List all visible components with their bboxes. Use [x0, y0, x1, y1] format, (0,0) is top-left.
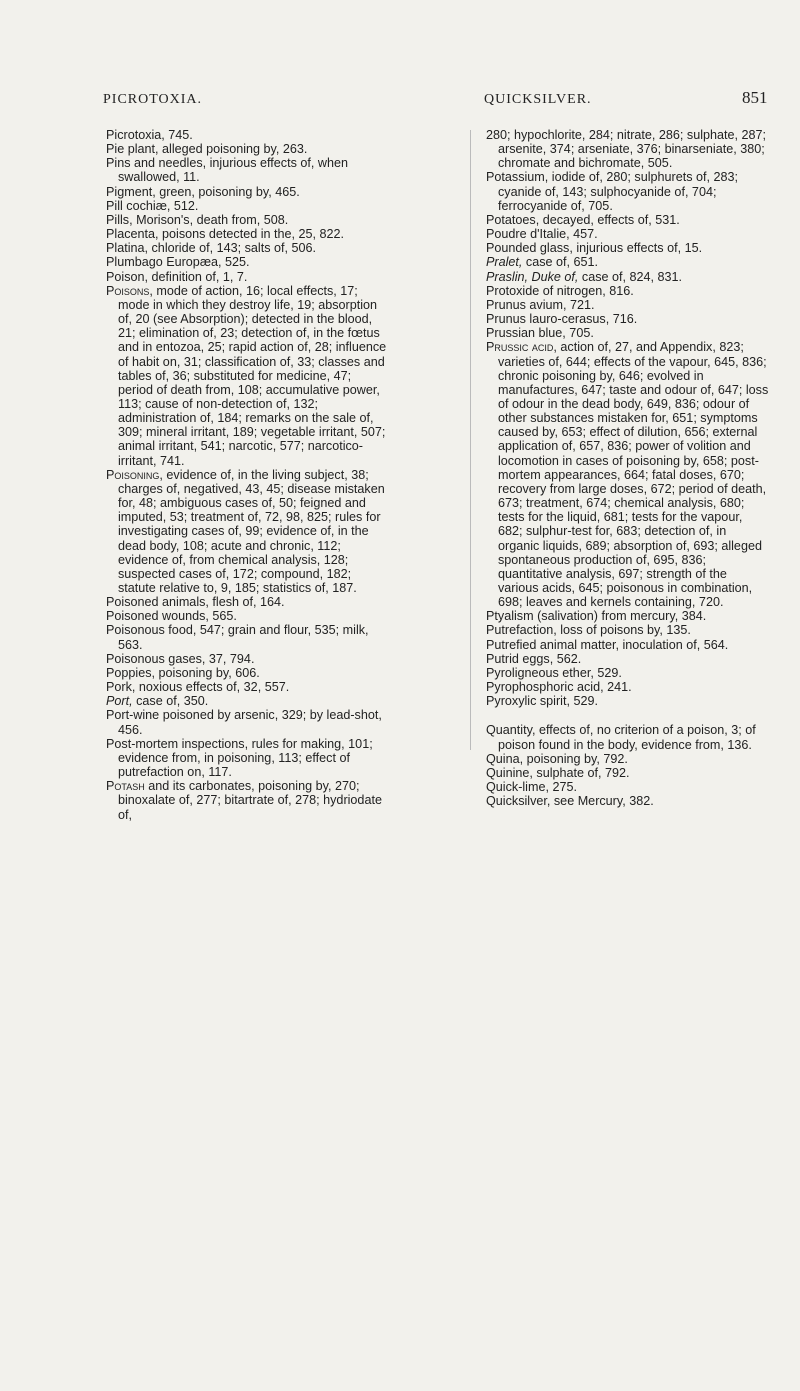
index-entry	[486, 794, 769, 808]
index-entry-references: 529.	[593, 665, 622, 680]
index-entry	[486, 752, 769, 766]
index-entry	[106, 652, 389, 666]
running-head	[0, 88, 800, 118]
index-entry	[486, 652, 769, 666]
index-entry-heading: Poisoned wounds,	[106, 609, 209, 624]
index-entry-references: poisoned by arsenic, 329; by lead-shot, 456.	[118, 708, 382, 737]
index-entry-references: injurious effects of, 15.	[572, 241, 703, 256]
index-entry-references: injurious effects of, when swallowed, 11.	[118, 156, 349, 185]
index-entry-heading: Quicksilver,	[486, 794, 551, 809]
index-entry-heading: Pills,	[106, 212, 133, 227]
index-entry-references: iodide of, 280; sulphurets of, 283; cyanide of, 143; sulphocyanide of, 704; ferrocyanide of, 705.	[498, 170, 739, 213]
index-entry-heading: Port-wine	[106, 708, 160, 723]
index-entry-references: (salivation) from mercury, 384.	[533, 609, 707, 624]
index-entry	[106, 213, 389, 227]
index-entry	[106, 156, 389, 184]
index-entry-references: flesh of, 164.	[208, 595, 285, 610]
index-entry	[106, 284, 389, 468]
index-entry-references: decayed, effects of, 531.	[539, 212, 680, 227]
index-entry	[106, 241, 389, 255]
index-entry-references: 280; hypochlorite, 284; nitrate, 286; sulphate, 287; arsenite, 374; arseniate, 376; binarseniate, 380; chromate and bichromate, 505.	[486, 128, 767, 171]
index-entry-references: 37, 794.	[205, 651, 255, 666]
index-entry-references: case of, 651.	[522, 255, 599, 270]
index-entry-heading: Port,	[106, 694, 133, 709]
index-entry-heading: Placenta,	[106, 227, 159, 242]
index-entry	[106, 694, 389, 708]
index-entry-heading: Poppies,	[106, 665, 156, 680]
index-entry-heading: Quinine,	[486, 765, 533, 780]
index-entry	[486, 270, 769, 284]
index-entry-heading: Poudre d'Italie,	[486, 227, 570, 242]
page-number: 851	[742, 88, 768, 107]
index-entry-references: loss of poisons by, 135.	[556, 623, 691, 638]
index-entry-heading: Poisonous food,	[106, 623, 197, 638]
index-entry-references: 241.	[603, 680, 632, 695]
index-entry-heading: Prussian blue,	[486, 326, 566, 341]
index-entry-heading: Poisons,	[106, 283, 153, 298]
header-right-keyword: QUICKSILVER.	[484, 92, 592, 107]
index-entry	[486, 609, 769, 623]
index-entry-heading: Putrid eggs,	[486, 651, 554, 666]
index-entry-heading: Pork,	[106, 680, 136, 695]
index-entry-references: see Mercury, 382.	[550, 794, 654, 809]
index-entry-references: 721.	[566, 297, 595, 312]
index-entry	[106, 468, 389, 595]
index-entry	[486, 241, 769, 255]
index-entry-references: 716.	[609, 312, 638, 327]
index-entry-heading: Putrefaction,	[486, 623, 557, 638]
index-entry	[486, 694, 769, 708]
index-entry-references: definition of, 1, 7.	[148, 269, 248, 284]
index-entry-references: rules for making, 101; evidence from, in poisoning, 113; effect of putrefaction on, 117.	[118, 736, 373, 780]
index-entry	[486, 128, 769, 170]
index-entry-references: 525.	[221, 255, 250, 270]
index-entry-references: 565.	[208, 609, 237, 624]
index-entry-heading: Prussic acid,	[486, 340, 557, 355]
index-entry-heading: Pins and needles,	[106, 156, 207, 171]
index-entry-heading: Poisoning,	[106, 467, 163, 482]
index-entry-references: poisons detected in the, 25, 822.	[158, 227, 345, 242]
index-entry	[106, 666, 389, 680]
index-entry-references: green, poisoning by, 465.	[155, 184, 300, 199]
index-entry-references: noxious effects of, 32, 557.	[135, 680, 290, 695]
index-entry	[486, 312, 769, 326]
index-entry-references: 529.	[569, 694, 598, 709]
index-entry-heading: Post-mortem inspections,	[106, 736, 249, 751]
index-entry-references: 562.	[553, 651, 582, 666]
index-entry-heading: Putrefied animal matter,	[486, 637, 619, 652]
index-entry-heading: Pill cochiæ,	[106, 198, 171, 213]
index-entry-heading: Quina,	[486, 751, 524, 766]
index-entry-heading: Pigment,	[106, 184, 156, 199]
index-entry-references: 816.	[605, 283, 634, 298]
index-entry	[106, 595, 389, 609]
index-entry-heading: Prunus lauro-cerasus,	[486, 312, 610, 327]
index-entry-heading: Poisoned animals,	[106, 595, 209, 610]
index-entry-heading: Protoxide of nitrogen,	[486, 283, 606, 298]
index-entry	[486, 780, 769, 794]
index-entry-heading: Pralet,	[486, 255, 523, 270]
index-entry	[106, 609, 389, 623]
index-entry	[106, 779, 389, 821]
index-entry-references: chloride of, 143; salts of, 506.	[148, 241, 317, 256]
index-entry-heading: Pyroxylic spirit,	[486, 694, 570, 709]
index-entry-references: 457.	[569, 227, 598, 242]
index-entry-references: 547; grain and flour, 535; milk, 563.	[118, 623, 369, 652]
index-entry-references: 275.	[548, 780, 577, 795]
index-entry	[106, 185, 389, 199]
index-entry-references: Morison's, death from, 508.	[132, 212, 289, 227]
index-entry	[106, 227, 389, 241]
index-entry	[106, 737, 389, 779]
index-entry-references: poisoning by, 792.	[523, 751, 628, 766]
index-entry-heading: Pie plant,	[106, 142, 159, 157]
index-entry-heading: Potash	[106, 779, 145, 794]
index-entry	[106, 708, 389, 736]
index-entry-heading: Plumbago Europæa,	[106, 255, 222, 270]
index-entry-heading: Pyroligneous ether,	[486, 665, 594, 680]
index-column-left	[106, 128, 389, 822]
index-entry-heading: Potassium,	[486, 170, 549, 185]
index-entry-references: case of, 824, 831.	[578, 269, 683, 284]
index-entry	[486, 255, 769, 269]
index-entry-heading: Prunus avium,	[486, 297, 567, 312]
index-entry-references: alleged poisoning by, 263.	[158, 142, 308, 157]
index-entry-heading: Quick-lime,	[486, 780, 549, 795]
index-entry-heading: Picrotoxia,	[106, 128, 165, 142]
index-entry	[486, 680, 769, 694]
index-entry	[486, 298, 769, 312]
index-entry	[486, 326, 769, 340]
index-entry-heading: Potatoes,	[486, 212, 540, 227]
index-entry-references: and its carbonates, poisoning by, 270; binoxalate of, 277; bitartrate of, 278; hydriodate of,	[118, 779, 382, 822]
index-entry-heading: Praslin, Duke of,	[486, 269, 579, 284]
index-entry	[486, 723, 769, 751]
index-entry-references: evidence of, in the living subject, 38; charges of, negatived, 43, 45; disease mistaken for, 48; ambiguous cases of, 50; feigned and imputed, 53; treatment of, 72, 98, 825; rules for investigating cases of, 99; evidence of, in the dead body, 108; acute and chronic, 112; evidence of, from chemical analysis, 128; suspected cases of, 172; compound, 182; statute relative to, 9, 185; statistics of, 187.	[118, 467, 385, 595]
index-entry	[486, 666, 769, 680]
index-entry-references: case of, 350.	[132, 694, 209, 709]
index-entry-heading: Poison,	[106, 269, 149, 284]
index-entry	[486, 227, 769, 241]
column-divider	[470, 130, 471, 750]
index-entry-references: inoculation of, 564.	[619, 637, 729, 652]
index-entry-references: action of, 27, and Appendix, 823; varieties of, 644; effects of the vapour, 645, 836; chronic poisoning by, 646; evolved in manufactures, 647; taste and odour of, 647; loss of odour in the dead body, 649, 836; odour of other substances mistaken for, 651; symptoms caused by, 653; effect of dilution, 656; external application of, 657, 836; power of volition and locomotion in cases of poisoning by, 658; post-mortem appearances, 664; fatal doses, 670; recovery from large doses, 672; period of death, 673; treatment, 674; chemical analysis, 680; tests for the liquid, 681; tests for the vapour, 682; sulphur-test for, 683; detection of, in organic liquids, 689; absorption of, 693; alleged spontaneous production of, 695, 836; quantitative analysis, 697; strength of the various acids, 645; poisonous in combination, 698; leaves and kernels containing, 720.	[498, 340, 769, 610]
index-entry-references: mode of action, 16; local effects, 17; mode in which they destroy life, 19; absorption of, 20 (see Absorption); detected in the blood, 21; elimination of, 23; detection of, in the fœtus and in entozoa, 25; rapid action of, 28; influence of habit on, 31; classification of, 33; classes and tables of, 36; substituted for medicine, 47; period of death from, 108; accumulative power, 113; cause of non-detection of, 132; administration of, 184; remarks on the sale of, 309; mineral irritant, 189; vegetable irritant, 507; animal irritant, 541; narcotic, 577; narcotico-irritant, 741.	[118, 283, 387, 468]
index-entry-heading: Pounded glass,	[486, 241, 573, 256]
index-entry	[106, 680, 389, 694]
header-left-keyword: PICROTOXIA.	[103, 92, 203, 107]
index-entry	[106, 199, 389, 213]
index-entry-references: effects of, no criterion of a poison, 3; of poison found in the body, evidence from, 136.	[498, 723, 756, 752]
index-entry-references: sulphate of, 792.	[532, 765, 630, 780]
index-column-right	[486, 128, 769, 808]
index-entry	[486, 340, 769, 609]
index-entry	[486, 284, 769, 298]
index-entry-heading: Platina,	[106, 241, 149, 256]
index-entry-heading: Ptyalism	[486, 609, 534, 624]
index-entry	[486, 213, 769, 227]
index-entry	[106, 128, 389, 142]
index-entry	[486, 638, 769, 652]
index-entry-references: 705.	[565, 326, 594, 341]
index-entry	[486, 766, 769, 780]
index-entry-references: 745.	[164, 128, 193, 142]
index-entry	[106, 270, 389, 284]
section-gap	[486, 708, 769, 723]
index-entry	[486, 170, 769, 212]
index-entry	[106, 623, 389, 651]
index-entry-references: poisoning by, 606.	[155, 665, 260, 680]
index-entry-references: 512.	[170, 198, 199, 213]
index-entry	[106, 255, 389, 269]
index-entry-heading: Quantity,	[486, 723, 536, 738]
index-entry	[486, 623, 769, 637]
index-entry-heading: Pyrophosphoric acid,	[486, 680, 604, 695]
index-entry	[106, 142, 389, 156]
index-entry-heading: Poisonous gases,	[106, 651, 206, 666]
